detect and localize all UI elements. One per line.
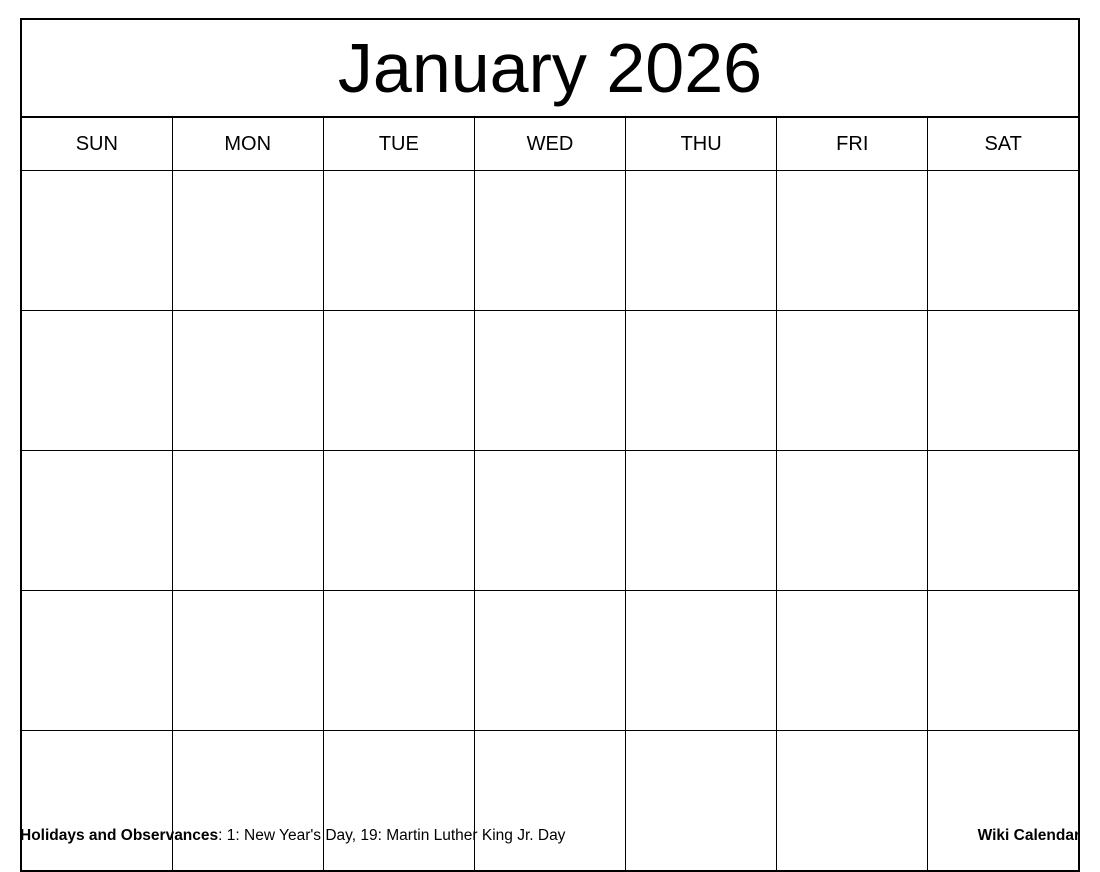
brand-label: Wiki Calendar xyxy=(977,827,1080,844)
calendar-title-row xyxy=(21,19,1079,117)
weekday-header-mon: MON xyxy=(172,117,323,171)
week-row xyxy=(21,451,1079,591)
day-cell[interactable] xyxy=(777,311,928,451)
weekday-header-fri: FRI xyxy=(777,117,928,171)
day-cell[interactable] xyxy=(21,591,172,731)
holidays-separator: : xyxy=(218,827,227,844)
weekday-header-thu: THU xyxy=(626,117,777,171)
footer xyxy=(20,827,1080,845)
day-cell[interactable] xyxy=(626,311,777,451)
day-cell[interactable] xyxy=(928,731,1079,872)
day-cell[interactable] xyxy=(928,171,1079,311)
day-cell[interactable] xyxy=(474,171,625,311)
week-row xyxy=(21,311,1079,451)
week-row xyxy=(21,171,1079,311)
day-cell[interactable] xyxy=(172,171,323,311)
day-cell[interactable] xyxy=(172,451,323,591)
day-cell[interactable] xyxy=(626,171,777,311)
day-cell[interactable] xyxy=(626,731,777,872)
day-cell[interactable] xyxy=(172,731,323,872)
day-cell[interactable] xyxy=(474,311,625,451)
calendar-table xyxy=(20,18,1080,872)
holidays-label: Holidays and Observances xyxy=(20,827,219,844)
day-cell[interactable] xyxy=(626,591,777,731)
week-row xyxy=(21,591,1079,731)
day-cell[interactable] xyxy=(323,591,474,731)
day-cell[interactable] xyxy=(21,731,172,872)
weekday-header-row xyxy=(21,117,1079,171)
page-title: January 2026 xyxy=(337,29,763,107)
day-cell[interactable] xyxy=(928,311,1079,451)
holidays-list: 1: New Year's Day, 19: Martin Luther King Jr. Day xyxy=(226,827,566,844)
weekday-header-sat: SAT xyxy=(928,117,1079,171)
day-cell[interactable] xyxy=(172,591,323,731)
day-cell[interactable] xyxy=(474,591,625,731)
day-cell[interactable] xyxy=(21,451,172,591)
day-cell[interactable] xyxy=(474,731,625,872)
day-cell[interactable] xyxy=(323,731,474,872)
day-cell[interactable] xyxy=(323,451,474,591)
weekday-header-tue: TUE xyxy=(323,117,474,171)
day-cell[interactable] xyxy=(928,451,1079,591)
day-cell[interactable] xyxy=(323,171,474,311)
day-cell[interactable] xyxy=(21,311,172,451)
day-cell[interactable] xyxy=(474,451,625,591)
day-cell[interactable] xyxy=(777,731,928,872)
weekday-header-wed: WED xyxy=(474,117,625,171)
month-title-cell xyxy=(21,19,1079,117)
day-cell[interactable] xyxy=(777,171,928,311)
day-cell[interactable] xyxy=(323,311,474,451)
day-cell[interactable] xyxy=(626,451,777,591)
day-cell[interactable] xyxy=(21,171,172,311)
holidays-note xyxy=(20,827,565,845)
day-cell[interactable] xyxy=(172,311,323,451)
day-cell[interactable] xyxy=(777,591,928,731)
day-cell[interactable] xyxy=(777,451,928,591)
weekday-header-sun: SUN xyxy=(21,117,172,171)
week-row xyxy=(21,731,1079,872)
day-cell[interactable] xyxy=(928,591,1079,731)
